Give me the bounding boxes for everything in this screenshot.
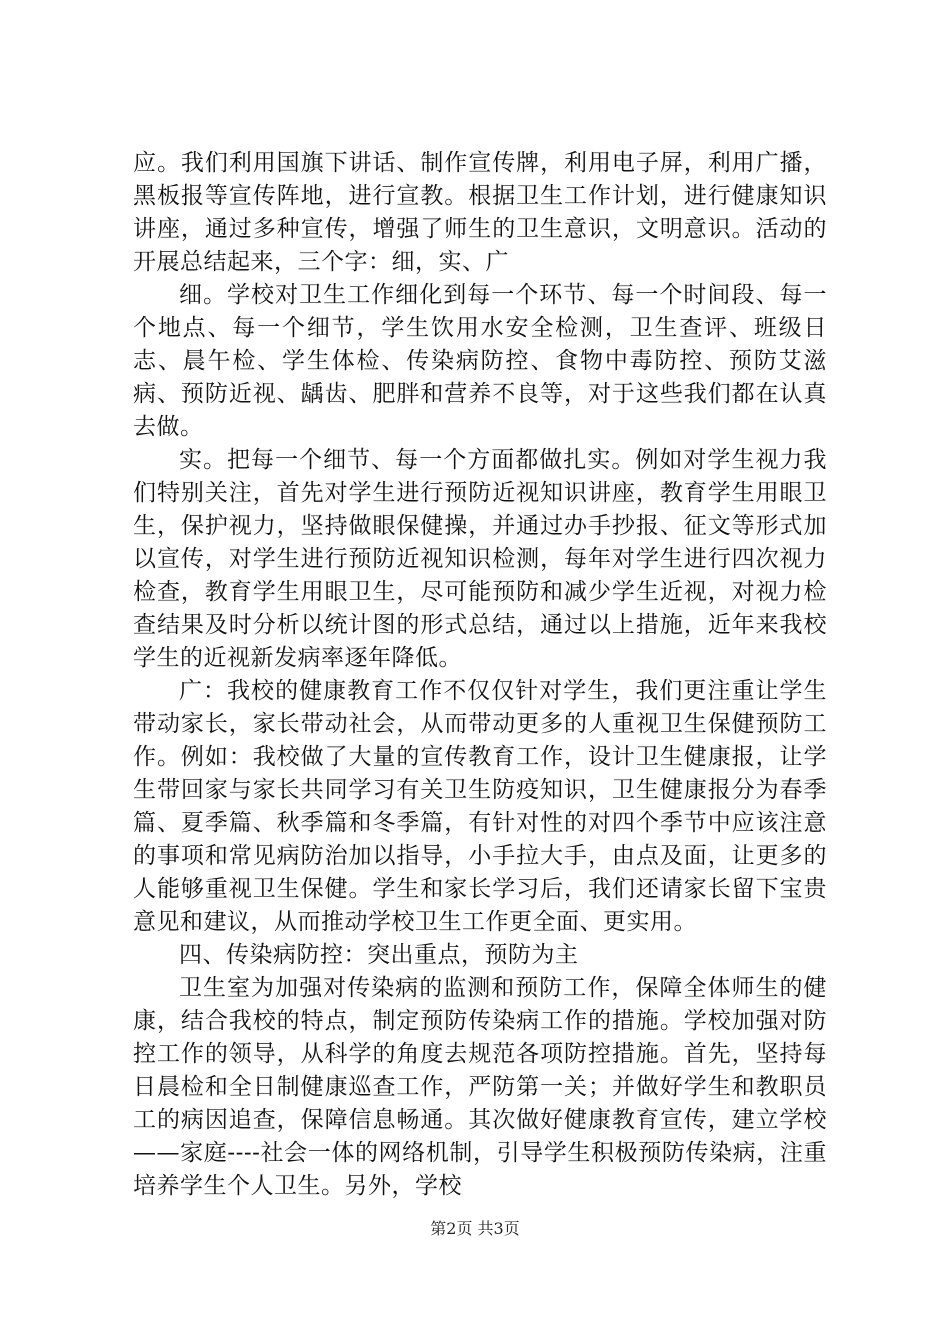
paragraph-2: 细。学校对卫生工作细化到每一个环节、每一个时间段、每一个地点、每一个细节，学生饮用水安全检测，卫生查评、班级日志、晨午检、学生体检、传染病防控、食物中毒防控、预防艾滋病、预防近视、龋齿、肥胖和营养不良等，对于这些我们都在认真去做。 (133, 282, 827, 440)
paragraph-5: 卫生室为加强对传染病的监测和预防工作，保障全体师生的健康，结合我校的特点，制定预防传染病工作的措施。学校加强对防控工作的领导，从科学的角度去规范各项防控措施。首先，坚持每日晨检和全日制健康巡查工作，严防第一关；并做好学生和教职员工的病因追查，保障信息畅通。其次做好健康教育宣传，建立学校——家庭----社会一体的网络机制，引导学生积极预防传染病，注重培养学生个人卫生。另外，学校 (133, 975, 827, 1199)
page-footer: 第2页 共3页 (430, 1219, 520, 1238)
paragraph-1: 应。我们利用国旗下讲话、制作宣传牌，利用电子屏，利用广播，黑板报等宣传阵地，进行宣教。根据卫生工作计划，进行健康知识讲座，通过多种宣传，增强了师生的卫生意识，文明意识。活动的开展总结起来，三个字：细，实、广 (133, 150, 827, 275)
document-body (133, 147, 827, 1203)
section-heading: 四、传染病防控：突出重点，预防为主 (179, 942, 579, 968)
paragraph-3: 实。把每一个细节、每一个方面都做扎实。例如对学生视力我们特别关注，首先对学生进行预防近视知识讲座，教育学生用眼卫生，保护视力，坚持做眼保健操，并通过办手抄报、征文等形式加以宣传，对学生进行预防近视知识检测，每年对学生进行四次视力检查，教育学生用眼卫生，尽可能预防和减少学生近视，对视力检查结果及时分析以统计图的形式总结，通过以上措施，近年来我校学生的近视新发病率逐年降低。 (133, 447, 827, 671)
paragraph-4: 广：我校的健康教育工作不仅仅针对学生，我们更注重让学生带动家长，家长带动社会，从而带动更多的人重视卫生保健预防工作。例如：我校做了大量的宣传教育工作，设计卫生健康报，让学生带回家与家长共同学习有关卫生防疫知识，卫生健康报分为春季篇、夏季篇、秋季篇和冬季篇，有针对性的对四个季节中应该注意的事项和常见病防治加以指导，小手拉大手，由点及面，让更多的人能够重视卫生保健。学生和家长学习后，我们还请家长留下宝贵意见和建议，从而推动学校卫生工作更全面、更实用。 (133, 678, 827, 935)
